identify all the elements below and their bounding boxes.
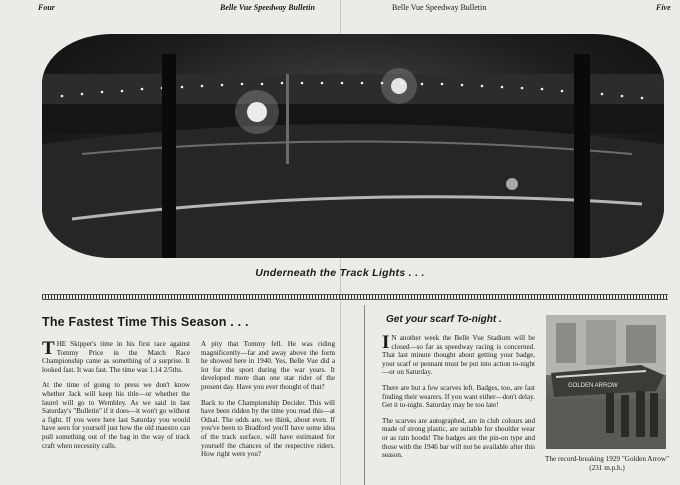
article-paragraph: There are but a few scarves left. Badges, too, are fast finding their wearers. If you want either—don't delay. Get it to-night. Saturday may be too late!: [382, 383, 535, 410]
page-number-left: Four: [38, 3, 55, 12]
scarf-headline: Get your scarf To-night .: [386, 314, 502, 325]
drop-cap: T: [42, 338, 55, 359]
section-divider: [42, 294, 668, 300]
running-header-right: Belle Vue Speedway Bulletin: [392, 3, 487, 12]
track-lights-photo: [42, 34, 664, 258]
stadium-night-illustration: [42, 34, 664, 258]
photo-caption: Underneath the Track Lights . . .: [255, 267, 425, 279]
drop-cap: I: [382, 332, 390, 353]
article-column-1: [42, 340, 190, 457]
article-headline: The Fastest Time This Season . . .: [42, 315, 249, 329]
article-paragraph: Back to the Championship Decider. This will have been ridden by the time you read this—at Odsal. The odds are, we think, about even. If you've been to Bradford you'll have some idea of the track surface, will have estimated for yourself the chances of the respective riders. How right were you?: [201, 398, 335, 459]
running-header-left: Belle Vue Speedway Bulletin: [220, 3, 315, 12]
scarf-article-column: [382, 334, 535, 467]
article-paragraph: A pity that Tommy fell. He was riding magnificently—far and away above the form he showed here in 1940. Yes, Belle Vue did a lot for the sport during the war years. It developed more than one star rider of the present day. Have you ever thought of that?: [201, 340, 335, 391]
column-rule: [364, 305, 365, 485]
golden-arrow-caption: The record-breaking 1929 "Golden Arrow" (231 m.p.h.): [544, 455, 670, 472]
golden-arrow-car-illustration: [546, 315, 666, 449]
article-paragraph: THE Skipper's time in his first race against Tommy Price in the Match Race Championship came as something of a surprise. It looked fast. It was fast. The time was 1.14 2/5ths.: [42, 338, 190, 374]
article-paragraph: The scarves are autographed, are in club colours and made of strong plastic, are suitable for shoulder wear or as rain hoods! The badges are the pin-on type and those with the 1946 bar will not be available after this season.: [382, 416, 535, 460]
article-paragraph: I N another week the Belle Vue Stadium will be closed—so far as speedway racing is concerned. That last minute thought about getting your badge, your scarf or pennant must be put into action to-night—or on Saturday.: [382, 332, 535, 377]
article-column-2: [201, 340, 335, 466]
page-number-right: Five: [656, 3, 671, 12]
golden-arrow-photo: [546, 315, 666, 449]
article-paragraph: At the time of going to press we don't know whether Jack will keep his title—or whether the laurel will go to Wembley. As we said in last Saturday's "Bulletin" if it does—it won't go without a fight. If you were here last Saturday you would have seen for yourself just how the old maestro can pull something out of the bag in the way of track craft when necessity calls.: [42, 381, 190, 450]
car-lettering: GOLDEN ARROW: [568, 383, 618, 389]
